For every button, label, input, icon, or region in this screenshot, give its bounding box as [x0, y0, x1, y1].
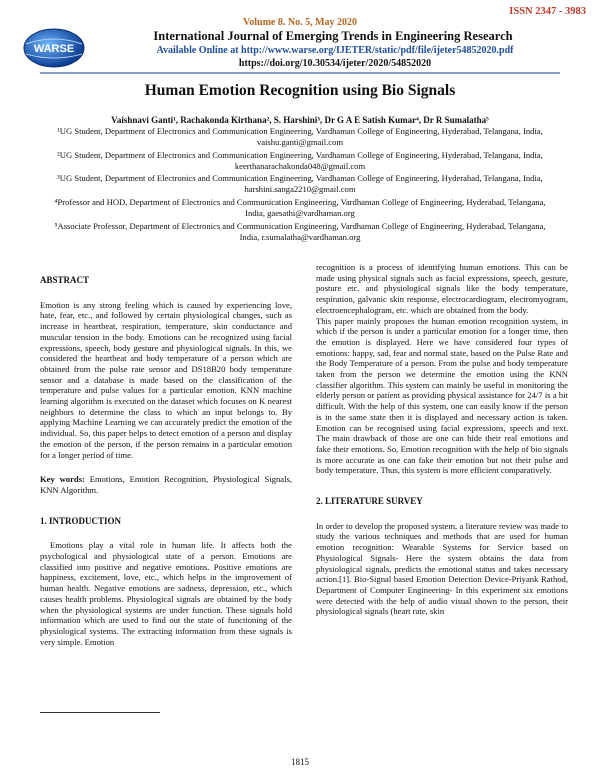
- proposal-text: This paper mainly proposes the human emotion recognition system, in which if the person is under a particular emotion for a longer time, then the emotion is displayed. Here we have considered four types of emotions: happy, sad, fear and normal state, based on the Pulse Rate and the Body Temperature of a person. From the pulse and body temperature taken from the person we determine the emotion using the KNN classifier algorithm. This system can mainly be useful in monitoring the elderly person or patient as providing physical assistance for 24/7 is a bit difficult. With the help of this system, one can easily know if the person is in the same state then it is displayed and necessary action is taken. Emotion can be recognised using facial expressions, speech and text. The main drawback of those are one can hide their real emotions and fake their emotions. So, Emotion recognition with the help of bio signals is more accurate as one can fake their emotion but not their pulse and body temperature. Thus, this system is more efficient comparatively.: [316, 315, 568, 476]
- affiliation-1: ¹UG Student, Department of Electronics and Communication Engineering, Vardhaman College of Engineering, Hyderabad, Telangana, India, vaishu.ganti@gmail.com: [57, 126, 543, 147]
- abstract-heading: ABSTRACT: [40, 275, 90, 285]
- affiliation-4: ⁴Professor and HOD, Department of Electronics and Communication Engineering, Vardhaman College of Engineering, Hyderabad, Telangana, India, gaesathi@vardhaman.org: [54, 197, 546, 218]
- logo-text: WARSE: [33, 43, 75, 55]
- right-column: [316, 262, 568, 617]
- literature-survey-heading: 2. LITERATURE SURVEY: [316, 496, 423, 507]
- footnote-rule: [40, 712, 160, 713]
- abstract-text: Emotion is any strong feeling which is caused by experiencing love, hate, fear, etc., and followed by certain physiological changes, such as increase in heartbeat, respiration, temperature, skin conductance and muscular tension in the body. Emotions can be recognized using facial expressions, speech, body gesture and physiological signals. In this, we considered the heartbeat and body temperature of a person which are obtained from the pulse rate sensor and DS18B20 body temperature sensor and a database is made based on the classification of the temperature and pulse values for a particular emotion. KNN machine learning algorithm is executed on the dataset which focuses on K nearest neighbors to determine the class to which an input belongs to. By applying Machine Learning we can accurately predict the emotion of the individual. So, this paper helps to detect emotion of a person and display the emotion of the person, if the person remains in a particular emotion for a longer period of time.: [40, 299, 292, 460]
- page-number: 1815: [291, 757, 309, 767]
- keywords: [40, 474, 292, 495]
- doi-link[interactable]: https://doi.org/10.30534/ijeter/2020/54852020: [238, 58, 432, 69]
- affiliation-3: ³UG Student, Department of Electronics and Communication Engineering, Vardhaman College of Engineering, Hyderabad, Telangana, India, harshini.sanga2210@gmail.com: [57, 173, 543, 194]
- introduction-text: Emotions play a vital role in human life. It affects both the psychological and physiological state of a person. Emotions are classified into positive and negative emotions. Positive emotions are happiness, excitement, love, etc., which helps in the improvement of human health. Negative emotions are sadness, depression, etc., which causes health problems. Physiological signals are obtained by the body when the physiological systems are under function. These signals hold information which are used to find out the state of functioning of the physiological systems. The extracting information from these signals is very simple. Emotion: [40, 540, 292, 647]
- paper-title: Human Emotion Recognition using Bio Signals: [144, 82, 456, 99]
- globe-logo-icon: [22, 26, 86, 72]
- intro-continued-text: recognition is a process of identifying human emotions. This can be made using physical signals such as facial expressions, speech, gesture, posture etc. and physiological signals like the body temperature, respiration, galvanic skin response, electrocardiogram, electromyogram, electroencephalogram, etc. which are obtained from the body.: [316, 262, 568, 315]
- literature-survey-text: In order to develop the proposed system, a literature review was made to study the various techniques and methods that are used for human emotion recognition: Wearable Systems for Service based on Physiological Signals- Here the system obtains the data from physiological signals, predicts the emotional status and takes necessary action.[1]. Bio-Signal based Emotion Detection Device-Priyank Rathod, Department of Computer Engineering- In this experiment six emotions were detected with the help of audio visual shown to the person, their physiological signals (heart rate, skin: [316, 520, 568, 617]
- journal-name: International Journal of Emerging Trends in Engineering Research: [153, 29, 513, 43]
- left-column: [40, 275, 292, 647]
- introduction-heading: 1. INTRODUCTION: [40, 515, 122, 526]
- affiliation-5: ⁵Associate Professor, Department of Electronics and Communication Engineering, Vardhaman College of Engineering, Hyderabad, Telangana, India, r.sumalatha@vardhaman.org: [54, 221, 546, 242]
- keywords-label: Key words:: [40, 474, 85, 485]
- warse-logo: [22, 26, 86, 72]
- issn-label: ISSN 2347 - 3983: [509, 6, 586, 17]
- affiliation-2: ²UG Student, Department of Electronics and Communication Engineering, Vardhaman College of Engineering, Hyderabad, Telangana, India, keerthanarachakonda048@gmail.com: [57, 150, 543, 171]
- keywords-list: Emotions, Emotion Recognition, Physiological Signals, KNN Algorithm.: [40, 474, 292, 495]
- header-divider: [40, 72, 560, 74]
- author-list: Vaishnavi Ganti¹, Rachakonda Kirthana², S. Harshini³, Dr G A E Satish Kumar⁴, Dr R Sumalatha⁵: [111, 115, 489, 125]
- available-online-link[interactable]: Available Online at http://www.warse.org/IJETER/static/pdf/file/ijeter54852020.pdf: [156, 45, 514, 56]
- volume-issue: Volume 8. No. 5, May 2020: [242, 17, 358, 28]
